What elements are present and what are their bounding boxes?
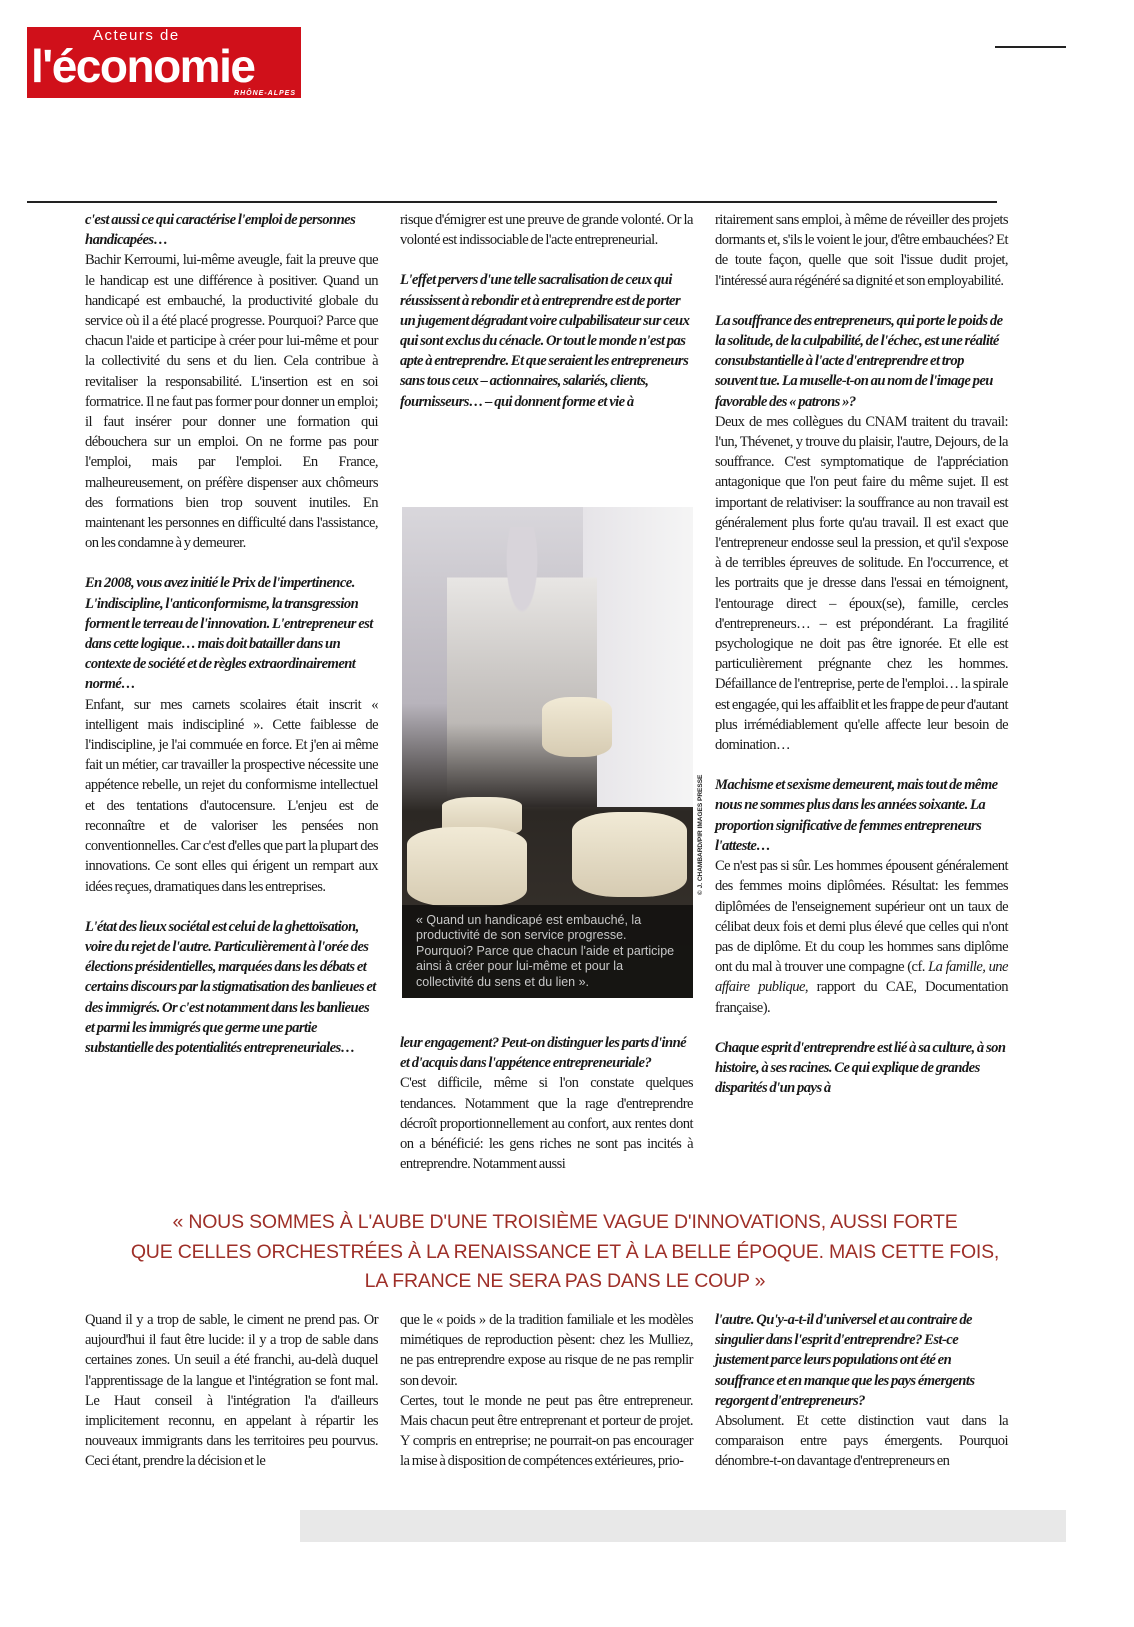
answer: que le « poids » de la tradition familiale et les modèles mimétiques de reproduction pèsent: chez les Mulliez, ne pas entreprendre expose au risque de ne pas remplir son devoir. [400,1312,693,1389]
corner-rule [995,46,1066,48]
answer: Absolument. Et cette distinction vaut dans la comparaison entre pays émergents. Pourquoi dénombre-t-on davantage d'entrepreneurs en [715,1413,1008,1470]
photo-credit: © J. CHAMBARD/PIR IMAGES PRESSE [697,774,704,895]
pull-quote-line: « NOUS SOMMES À L'AUBE D'UNE TROISIÈME VAGUE D'INNOVATIONS, AUSSI FORTE [172,1211,958,1233]
column-2-top [400,210,693,412]
photo-cheese [542,697,612,757]
question: c'est aussi ce qui caractérise l'emploi de personnes handicapées… [85,212,356,249]
bottom-column-2 [400,1310,693,1472]
answer: risque d'émigrer est une preuve de grande volonté. Or la volonté est indissociable de l'acte entrepreneurial. [400,212,693,249]
answer: Quand il y a trop de sable, le ciment ne prend pas. Or aujourd'hui il faut être lucide: il y a trop de sable dans certaines zones. Un seuil a été franchi, au-delà duquel l'apprentissage de la langue et l'intégration se font mal. Le Haut conseil à l'intégration l'a d'ailleurs implicitement reconnu, en appelant à répartir les nouveaux immigrants dans les territoires peu pourvus. Ceci étant, prendre la décision et le [85,1312,378,1470]
question: L'état des lieux sociétal est celui de la ghettoïsation, voire du rejet de l'autre. Particulièrement à l'orée des élections présidentielles, marquées dans les débats et certains discours par la stigmatisation des banlieues et des immigrés. Or c'est notamment dans les banlieues et parmi les immigrés que germe une partie substantielle des potentialités entrepreneuriales… [85,918,376,1056]
photo-cheese [407,827,527,907]
photo-wall [583,507,693,807]
question: Chaque esprit d'entreprendre est lié à sa culture, à son histoire, à ses racines. Ce qui explique de grandes disparités d'un pays à [715,1039,1006,1097]
question: En 2008, vous avez initié le Prix de l'impertinence. L'indiscipline, l'anticonformisme, la transgression forment le terreau de l'innovation. L'entrepreneur est dans cette logique… mais doit batailler dans un contexte de société et de règles extraordinairement normé… [85,575,373,693]
pull-quote [60,1208,1070,1297]
question: L'effet pervers d'une telle sacralisation de ceux qui réussissent à rebondir et à entreprendre est de porter un jugement dégradant voire culpabilisateur sur ceux qui sont exclus du cénacle. Or tout le monde n'est pas apte à entreprendre. Et que seraient les entrepreneurs sans tous ceux – actionnaires, salariés, clients, fournisseurs… – qui donnent forme et vie à [400,272,690,410]
question: leur engagement? Peut-on distinguer les parts d'inné et d'acquis dans l'appétence entrepreneuriale? [400,1035,687,1072]
answer: Deux de mes collègues du CNAM traitent du travail: l'un, Thévenet, y trouve du plaisir, l'autre, Dejours, de la souffrance. C'est symptomatique de l'appréciation antagonique que l'on peut faire du même sujet. Il est important de relativiser: la souffrance au non travail est généralement plus forte qu'au travail. Il est exact que l'entrepreneur endosse seul la pression, et qu'il s'expose à de terribles épreuves de solitude. En l'occurrence, et les portraits que je dresse dans l'essai en témoignent, l'entourage direct – époux(se), famille, cercles d'entrepreneurs… – est prépondérant. La fragilité psychologique ne doit pas être ignorée. Et elle est particulièrement prégnante chez les hommes. Défaillance de l'entreprise, perte de l'emploi… la spirale est engagée, qui les affaiblit et les frappe de peur d'autant plus irrémédiablement qu'elle affecte leur besoin de domination… [715,413,1008,754]
answer: Certes, tout le monde ne peut pas être entrepreneur. Mais chacun peut être entreprenant et porteur de projet. Y compris en entreprise; ne pourrait-on pas encourager la mise à disposition de compétences extérieures, prio- [400,1392,693,1470]
bottom-column-1 [85,1310,378,1472]
photo-caption: « Quand un handicapé est embauché, la productivité de son service progresse. Pourquoi? Parce que chacun l'aide et participe ainsi à créer pour lui-même et pour la collectivité du sens et du lien ». [402,905,693,999]
answer [715,856,1008,1018]
answer-text: , rapport du CAE, Documentation française). [715,979,1008,1016]
bottom-column-3 [715,1310,1008,1472]
answer: ritairement sans emploi, à même de réveiller des projets dormants et, s'ils le voient le jour, d'être embauchées? Et de toute façon, quelle que soit l'issue dudit projet, l'intéressé aura régénéré sa dignité et son employabilité. [715,212,1008,289]
pull-quote-line: LA FRANCE NE SERA PAS DANS LE COUP » [364,1270,766,1292]
question: La souffrance des entrepreneurs, qui porte le poids de la solitude, de la culpabilité, de l'échec, est une réalité consubstantielle à l'acte d'entreprendre et trop souvent tue. La muselle-t-on au nom de l'image peu favorable des « patrons »? [715,312,1003,410]
pull-quote-line: QUE CELLES ORCHESTRÉES À LA RENAISSANCE ET À LA BELLE ÉPOQUE. MAIS CETTE FOIS, [130,1240,1000,1263]
question: Machisme et sexisme demeurent, mais tout de même nous ne sommes plus dans les années soixante. La proportion significative de femmes entrepreneurs l'atteste… [715,777,998,854]
footer-bar [300,1510,1066,1542]
cited-title: La famille, une affaire publique [715,959,1008,996]
column-1 [85,210,378,1058]
answer: Bachir Kerroumi, lui-même aveugle, fait la preuve que le handicap est une différence à positiver. Quand un handicapé est embauché, la productivité globale du service où il a été placé progresse. Pourquoi? Parce que chacun l'aide et participe à créer pour lui-même et pour la collectivité du sens et du lien. Cela contribue à revitaliser la responsabilité. L'insertion est en soi formatrice. Il ne faut pas former pour donner un emploi; il faut insérer pour donner une formation qui débouchera sur un emploi. On ne forme pas pour l'emploi, mais par l'emploi. En France, malheureusement, on préfère dispenser aux chômeurs des formations bien trop souvent inutiles. En maintenant les personnes en difficulté dans l'assistance, on les condamne à y demeurer. [85,252,378,552]
answer: Enfant, sur mes carnets scolaires était inscrit « intelligent mais indiscipliné ». Cette faiblesse de l'indiscipline, je l'ai commuée en force. Et j'en ai même fait un métier, car travailler la prospective nécessite une appétence rebelle, un rejet du conformisme intellectuel et des tentations d'autocensure. L'enjeu est de reconnaître et de valoriser les pensées non conventionnelles. Car c'est d'elles que part la plupart des innovations. Ce sont elles qui érigent un rempart aux idées reçues, dramatiques dans les entreprises. [85,696,378,895]
answer-text: Ce n'est pas si sûr. Les hommes épousent généralement des femmes moins diplômées. Résultat: les femmes diplômées de l'enseignement supérieur ont un taux de célibat deux fois et demi plus élevé que celles qui n'ont pas de diplôme. Et du coup les hommes sans diplôme ont du mal à trouver une compagne (cf. [715,858,1008,976]
masthead-sub: RHÔNE-ALPES [234,90,296,97]
top-rule [27,201,997,203]
photo-person [447,527,597,807]
article-photo [402,507,693,998]
answer: C'est difficile, même si l'on constate quelques tendances. Notamment que la rage d'entreprendre décroît proportionnellement au confort, aux rentes dont on a bénéficié: les gens riches ne sont pas incités à entreprendre. Notamment aussi [400,1075,693,1173]
photo-cheese [572,812,687,897]
masthead-logo [27,27,301,98]
column-2-bottom [400,1033,693,1174]
masthead-top: Acteurs de [93,27,180,44]
masthead-main: l'économie [31,40,255,92]
column-3 [715,210,1008,1098]
question: l'autre. Qu'y-a-t-il d'universel et au contraire de singulier dans l'esprit d'entreprendre? Est-ce justement parce leurs populations ont été en souffrance et en manque que les pays émergents regorgent d'entrepreneurs? [715,1312,975,1409]
